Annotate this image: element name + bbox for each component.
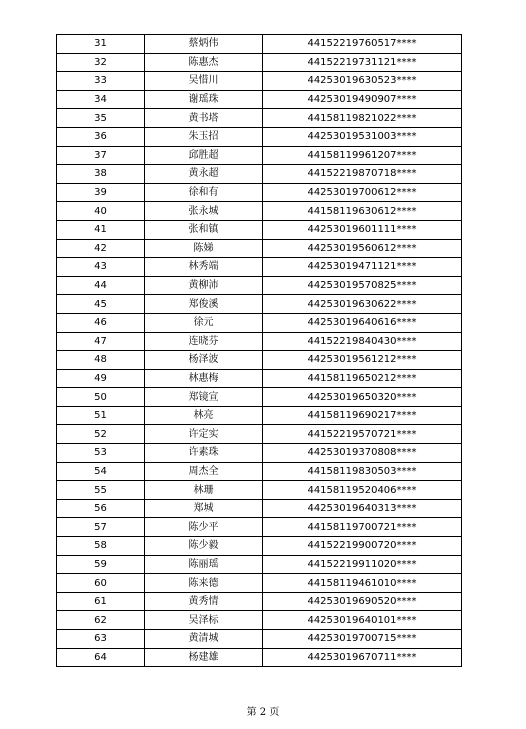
row-number-cell: 36 — [57, 127, 145, 146]
row-number-cell: 64 — [57, 648, 145, 667]
name-cell: 郑俊溪 — [145, 295, 263, 314]
id-number-cell: 44253019601111**** — [263, 220, 462, 239]
row-number-cell: 59 — [57, 555, 145, 574]
id-number-cell: 44152219911020**** — [263, 555, 462, 574]
row-number-cell: 46 — [57, 313, 145, 332]
name-cell: 黄清城 — [145, 630, 263, 649]
name-cell: 林秀端 — [145, 258, 263, 277]
table-row — [57, 648, 462, 667]
table-row — [57, 53, 462, 72]
id-number-cell: 44253019561212**** — [263, 351, 462, 370]
row-number-cell: 33 — [57, 72, 145, 91]
table-row — [57, 90, 462, 109]
table-row — [57, 202, 462, 221]
id-number-cell: 44253019650320**** — [263, 388, 462, 407]
name-cell: 徐元 — [145, 313, 263, 332]
id-number-cell: 44158119700721**** — [263, 518, 462, 537]
table-row — [57, 220, 462, 239]
id-number-cell: 44253019630523**** — [263, 72, 462, 91]
row-number-cell: 40 — [57, 202, 145, 221]
row-number-cell: 53 — [57, 444, 145, 463]
name-cell: 杨泽波 — [145, 351, 263, 370]
row-number-cell: 52 — [57, 425, 145, 444]
id-number-cell: 44158119520406**** — [263, 481, 462, 500]
row-number-cell: 41 — [57, 220, 145, 239]
id-number-cell: 44158119690217**** — [263, 406, 462, 425]
id-number-cell: 44253019700612**** — [263, 183, 462, 202]
table-row — [57, 239, 462, 258]
table-row — [57, 388, 462, 407]
row-number-cell: 32 — [57, 53, 145, 72]
name-cell: 黄永超 — [145, 165, 263, 184]
name-cell: 张永城 — [145, 202, 263, 221]
name-cell: 林惠梅 — [145, 369, 263, 388]
row-number-cell: 62 — [57, 611, 145, 630]
table-row — [57, 183, 462, 202]
table-row — [57, 109, 462, 128]
id-number-cell: 44158119821022**** — [263, 109, 462, 128]
name-cell: 张和镇 — [145, 220, 263, 239]
id-number-cell: 44253019690520**** — [263, 592, 462, 611]
name-cell: 陈少平 — [145, 518, 263, 537]
table-row — [57, 481, 462, 500]
name-cell: 黄柳沛 — [145, 276, 263, 295]
name-cell: 连晓芬 — [145, 332, 263, 351]
id-number-cell: 44253019640101**** — [263, 611, 462, 630]
id-number-cell: 44253019630622**** — [263, 295, 462, 314]
id-number-cell: 44152219731121**** — [263, 53, 462, 72]
id-number-cell: 44158119830503**** — [263, 462, 462, 481]
row-number-cell: 50 — [57, 388, 145, 407]
table-row — [57, 555, 462, 574]
name-cell: 朱玉招 — [145, 127, 263, 146]
table-row — [57, 295, 462, 314]
id-number-cell: 44253019640313**** — [263, 499, 462, 518]
row-number-cell: 56 — [57, 499, 145, 518]
table-row — [57, 406, 462, 425]
table-row — [57, 425, 462, 444]
id-number-cell: 44152219760517**** — [263, 35, 462, 54]
name-cell: 徐和有 — [145, 183, 263, 202]
row-number-cell: 48 — [57, 351, 145, 370]
row-number-cell: 58 — [57, 537, 145, 556]
id-number-cell: 44152219900720**** — [263, 537, 462, 556]
row-number-cell: 49 — [57, 369, 145, 388]
table-row — [57, 611, 462, 630]
table-row — [57, 369, 462, 388]
table-row — [57, 35, 462, 54]
row-number-cell: 55 — [57, 481, 145, 500]
id-number-cell: 44253019570825**** — [263, 276, 462, 295]
table-row — [57, 499, 462, 518]
id-number-cell: 44253019640616**** — [263, 313, 462, 332]
name-cell: 吴泽标 — [145, 611, 263, 630]
page-number: 第 2 页 — [246, 707, 280, 718]
name-cell: 郑镜宣 — [145, 388, 263, 407]
table-row — [57, 630, 462, 649]
name-cell: 蔡炳伟 — [145, 35, 263, 54]
id-number-cell: 44253019490907**** — [263, 90, 462, 109]
table-row — [57, 313, 462, 332]
id-number-cell: 44253019560612**** — [263, 239, 462, 258]
table-row — [57, 351, 462, 370]
name-cell: 陈丽瑶 — [145, 555, 263, 574]
row-number-cell: 44 — [57, 276, 145, 295]
table-row — [57, 258, 462, 277]
row-number-cell: 57 — [57, 518, 145, 537]
row-number-cell: 37 — [57, 146, 145, 165]
id-number-cell: 44158119630612**** — [263, 202, 462, 221]
id-number-cell: 44253019471121**** — [263, 258, 462, 277]
table-row — [57, 444, 462, 463]
id-number-cell: 44253019531003**** — [263, 127, 462, 146]
name-cell: 郑城 — [145, 499, 263, 518]
table-row — [57, 332, 462, 351]
row-number-cell: 61 — [57, 592, 145, 611]
id-number-cell: 44152219870718**** — [263, 165, 462, 184]
id-number-cell: 44158119461010**** — [263, 574, 462, 593]
table-row — [57, 537, 462, 556]
name-cell: 陈惠杰 — [145, 53, 263, 72]
id-number-cell: 44158119961207**** — [263, 146, 462, 165]
name-cell: 邱胜超 — [145, 146, 263, 165]
id-number-cell: 44152219840430**** — [263, 332, 462, 351]
id-number-cell: 44253019670711**** — [263, 648, 462, 667]
row-number-cell: 31 — [57, 35, 145, 54]
table-row — [57, 165, 462, 184]
row-number-cell: 47 — [57, 332, 145, 351]
id-number-cell: 44152219570721**** — [263, 425, 462, 444]
name-cell: 许素珠 — [145, 444, 263, 463]
name-cell: 许定实 — [145, 425, 263, 444]
name-cell: 黄秀情 — [145, 592, 263, 611]
id-number-cell: 44158119650212**** — [263, 369, 462, 388]
name-cell: 林亮 — [145, 406, 263, 425]
row-number-cell: 38 — [57, 165, 145, 184]
row-number-cell: 34 — [57, 90, 145, 109]
name-cell: 黄书塔 — [145, 109, 263, 128]
roster-table — [56, 34, 462, 667]
id-number-cell: 44253019370808**** — [263, 444, 462, 463]
row-number-cell: 54 — [57, 462, 145, 481]
row-number-cell: 51 — [57, 406, 145, 425]
row-number-cell: 60 — [57, 574, 145, 593]
name-cell: 林珊 — [145, 481, 263, 500]
id-number-cell: 44253019700715**** — [263, 630, 462, 649]
name-cell: 周杰全 — [145, 462, 263, 481]
name-cell: 陈来德 — [145, 574, 263, 593]
row-number-cell: 45 — [57, 295, 145, 314]
name-cell: 谢瑶珠 — [145, 90, 263, 109]
row-number-cell: 35 — [57, 109, 145, 128]
name-cell: 陈娣 — [145, 239, 263, 258]
name-cell: 杨建雄 — [145, 648, 263, 667]
table-row — [57, 146, 462, 165]
name-cell: 吴惜川 — [145, 72, 263, 91]
table-row — [57, 592, 462, 611]
name-cell: 陈少毅 — [145, 537, 263, 556]
row-number-cell: 63 — [57, 630, 145, 649]
table-row — [57, 127, 462, 146]
roster-table-body — [57, 35, 462, 667]
table-row — [57, 518, 462, 537]
table-row — [57, 462, 462, 481]
row-number-cell: 39 — [57, 183, 145, 202]
table-row — [57, 72, 462, 91]
row-number-cell: 42 — [57, 239, 145, 258]
table-row — [57, 574, 462, 593]
row-number-cell: 43 — [57, 258, 145, 277]
table-row — [57, 276, 462, 295]
